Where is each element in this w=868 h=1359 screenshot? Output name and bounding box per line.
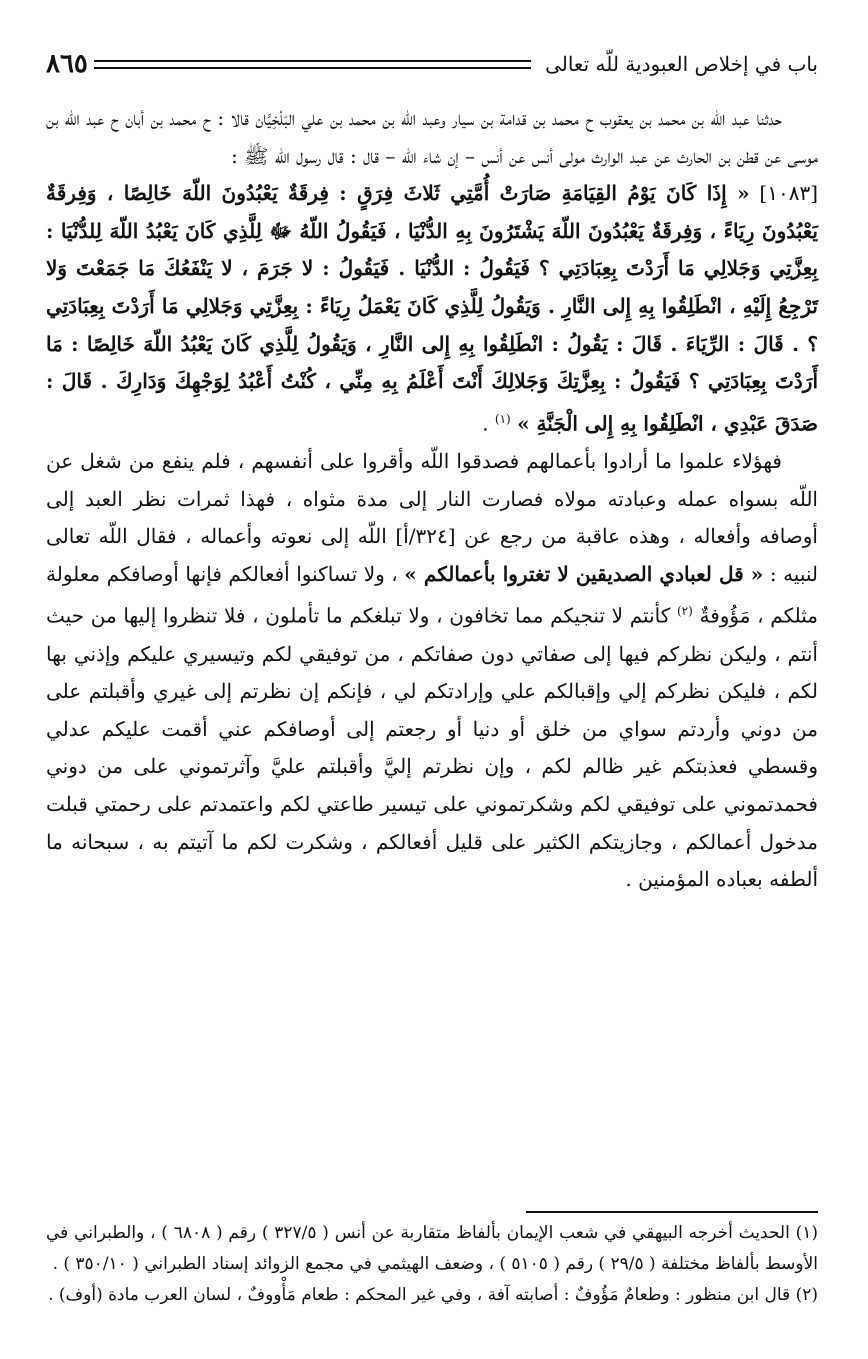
footnote-ref-2: (٢): [676, 604, 693, 619]
hadith-end: .: [482, 411, 495, 436]
isnad-paragraph: حدثنا عبد اللّه بن محمد بن يعقوب ح محمد بن قدامة بن سيار وعبد اللّه بن محمد بن علي البَلْخِيَّان قالا : ح محمد بن أبان ح عبد اللّه بن موسى عن قطن بن الحارث عن عبد الوارث مولى أنس عن أنس – إن شاء اللّه – قال : قال رسول اللّه ﷺ :: [46, 106, 818, 168]
main-text: [46, 100, 818, 899]
header-double-rule: [94, 60, 531, 69]
commentary-text-c: كأنتم لا تنجيكم مما تخافون ، ولا تبلغكم ما تأملون ، فلا تنظروا إليها من حيث أنتم ، وليكن نظركم فيها إلى صفاتي دون صفاتكم ، من توفيقي لكم وتيسيري عليكم وإذني بها لكم ، فليكن نظركم إلي وإقبالكم علي وإرادتكم لي ، فإنكم إن نظرتم إلى غيري وأقبلتم على من دوني وأردتم سواي من خلق أو دنيا أو رجعتم إلى أوصافكم عني أقمت عليكم عدلي وقسطي فعذبتكم غير ظالم لكم ، وإن نظرتم إليَّ وأقبلتم عليَّ وآثرتموني على من دوني فحمدتموني على توفيقي لكم وشكرتموني على تيسير طاعتي لكم واعتمدتم على رحمتي قبلت مدخول أعمالكم ، وجازيتكم الكثير على قليل أفعالكم ، وشكرت لكم ما آتيتم به ، سبحانه ما ألطفه بعباده المؤمنين .: [46, 604, 818, 892]
chapter-title: باب في إخلاص العبودية للّه تعالى: [545, 52, 818, 76]
footnotes: [46, 1218, 818, 1311]
hadith-paragraph: [46, 175, 818, 443]
quoted-saying: « قل لعبادي الصديقين لا تغتروا بأعمالكم »: [404, 561, 764, 586]
commentary-paragraph: [46, 443, 818, 899]
commentary-text-b: ، ولا تساكنوا أفعالكم فإنها أوصافكم معلولة مثلكم ، مَؤُوفةٌ: [46, 561, 818, 629]
footnote-1: (١) الحديث أخرجه البيهقي في شعب الإيمان بألفاظ متقاربة عن أنس ( ٣٢٧/٥ ) رقم ( ٦٨٠٨ ) ، والطبراني في الأوسط بألفاظ مختلفة ( ٢٩/٥ ) رقم ( ٥١٠٥ ) ، وضعف الهيثمي في مجمع الزوائد إسناد الطبراني ( ٣٥٠/١٠ ) .: [46, 1223, 819, 1274]
page-number: ٨٦٥: [46, 49, 88, 79]
footnote-2: (٢) قال ابن منظور : وطعامٌ مَؤُوفٌ : أصابته آفة ، وفي غير المحكم : طعام مَأْووفٌ ، لسان العرب مادة (أوف) .: [48, 1285, 818, 1305]
running-header: [46, 40, 818, 88]
hadith-text: « إِذَا كَانَ يَوْمُ القِيَامَةِ صَارَتْ أُمَّتِي ثَلاثَ فِرَقٍ : فِرقَةٌ يَعْبُدُونَ اللّهَ خَالِصًا ، وَفِرقَةٌ يَعْبُدُونَ رِيَاءً ، وَفِرقَةٌ يَعْبُدُونَ اللّهَ يَشْتَرُونَ بِهِ الدُّنْيَا ، فَيَقُولُ اللّهُ ﷻ لِلَّذِي كَانَ يَعْبُدُ اللّهَ لِلدُّنْيَا : بِعِزَّتِي وَجَلالِي مَا أَرَدْتَ بِعِبَادَتِي ؟ فَيَقُولُ : الدُّنْيَا . فَيَقُولُ : لا جَرَمَ ، لا يَنْفَعُكَ مَا جَمَعْتَ وَلا تَرْجِعُ إِلَيْهِ ، انْطَلِقُوا بِهِ إِلى النَّارِ . وَيَقُولُ لِلَّذِي كَانَ يَعْمَلُ رِيَاءً : بِعِزَّتِي وَجَلالِي مَا أَرَدْتَ بِعِبَادَتِي ؟ . قَالَ : الرِّيَاءَ . قَالَ : يَقُولُ : انْطَلِقُوا بِهِ إِلى النَّارِ ، وَيَقُولُ لِلَّذِي كَانَ يَعْبُدُ اللّهَ خَالِصًا : مَا أَرَدْتَ بِعِبَادَتِي ؟ فَيَقُولُ : بِعِزَّتِكَ وَجَلالِكَ أَنْتَ أَعْلَمُ بِهِ مِنِّي ، كُنْتُ أَعْبُدُ لِوَجْهِكَ وَدَارِكَ . قَالَ : صَدَقَ عَبْدِي ، انْطَلِقُوا بِهِ إِلى الْجَنَّةِ »: [46, 181, 818, 436]
hadith-number: [١٠٨٣]: [759, 181, 819, 206]
footnote-ref-1: (١): [494, 411, 511, 426]
footnote-separator: [526, 1211, 818, 1213]
commentary-text: فهؤلاء علموا ما أرادوا بأعمالهم فصدقوا اللّه وأقروا على أنفسهم ، فلم ينفع من شغل عن اللّه بسواه عمله وعبادته مولاه فصارت النار إلى مدة مثواه ، فهذا ثمرات نظر العبد إلى أوصافه وأفعاله ، وهذه عاقبة من رجع عن [٣٢٤/أ] اللّه إلى نعوته وأعماله ، فقال اللّه تعالى لنبيه :: [46, 449, 818, 586]
